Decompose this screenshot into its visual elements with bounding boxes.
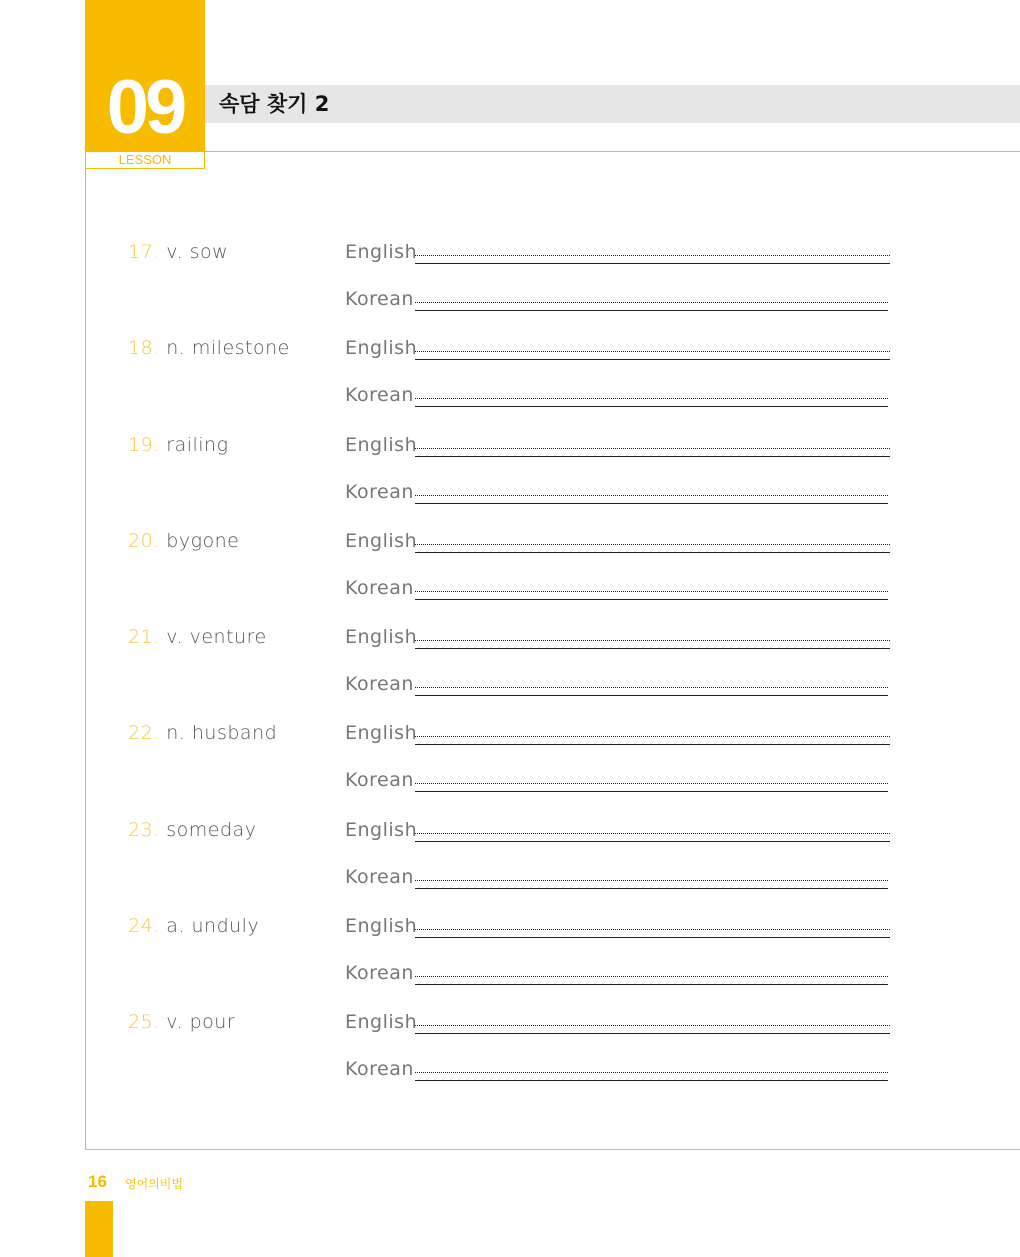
vocab-number: 18. [128,337,160,359]
english-answer-row [345,433,890,457]
vocab-word: n. milestone [166,337,290,359]
korean-label: Korean [345,288,414,310]
english-answer-line[interactable] [415,929,890,938]
english-label: English [345,722,418,744]
korean-label: Korean [345,866,414,888]
vocab-term [128,433,229,457]
korean-answer-row [345,768,888,792]
english-answer-row [345,914,890,938]
english-label: English [345,915,418,937]
english-answer-row [345,240,890,264]
korean-answer-line[interactable] [415,591,888,600]
footer-tab [85,1201,113,1257]
english-answer-row [345,625,890,649]
vocab-word: railing [166,434,229,456]
english-answer-line[interactable] [415,351,890,360]
korean-label: Korean [345,769,414,791]
korean-answer-line[interactable] [415,1072,888,1081]
vocab-number: 24. [128,915,160,937]
english-label: English [345,819,418,841]
lesson-number: 09 [106,65,184,150]
vocab-word: someday [166,819,257,841]
korean-answer-line[interactable] [415,398,888,407]
english-answer-line[interactable] [415,736,890,745]
korean-answer-line[interactable] [415,783,888,792]
english-answer-row [345,1010,890,1034]
english-label: English [345,626,418,648]
vocab-number: 25. [128,1011,160,1033]
english-answer-row [345,529,890,553]
korean-answer-row [345,287,888,311]
vocab-number: 19. [128,434,160,456]
korean-answer-row [345,1057,888,1081]
vocab-number: 22. [128,722,160,744]
english-answer-line[interactable] [415,255,890,264]
korean-answer-line[interactable] [415,687,888,696]
english-answer-row [345,721,890,745]
korean-answer-row [345,672,888,696]
english-label: English [345,434,418,456]
vocab-entry [0,914,1020,1010]
english-label: English [345,241,418,263]
korean-label: Korean [345,577,414,599]
english-label: English [345,1011,418,1033]
english-answer-line[interactable] [415,448,890,457]
korean-answer-line[interactable] [415,302,888,311]
page-number: 16 [88,1172,107,1191]
vocab-term [128,625,267,649]
vocab-term [128,336,290,360]
korean-answer-line[interactable] [415,880,888,889]
vocab-word: a. unduly [166,915,260,937]
english-answer-row [345,336,890,360]
korean-label: Korean [345,1058,414,1080]
korean-answer-row [345,865,888,889]
english-answer-line[interactable] [415,544,890,553]
korean-label: Korean [345,481,414,503]
vocab-word: v. pour [166,1011,236,1033]
korean-answer-row [345,480,888,504]
vocab-number: 17. [128,241,160,263]
english-answer-line[interactable] [415,833,890,842]
vocab-entry [0,529,1020,625]
korean-answer-line[interactable] [415,976,888,985]
page-title: 속담 찾기 2 [219,92,330,116]
vocab-word: v. venture [166,626,267,648]
vocab-number: 21. [128,626,160,648]
vocab-entry [0,818,1020,914]
vocab-number: 20. [128,530,160,552]
korean-answer-row [345,383,888,407]
english-answer-line[interactable] [415,640,890,649]
korean-answer-row [345,961,888,985]
vocab-entry [0,625,1020,721]
korean-answer-line[interactable] [415,495,888,504]
english-answer-row [345,818,890,842]
book-title: 영어의비법 [125,1177,183,1191]
vocab-term [128,721,277,745]
english-answer-line[interactable] [415,1025,890,1034]
vocab-entry [0,1010,1020,1106]
vocab-term [128,914,259,938]
lesson-label: LESSON [118,152,172,167]
korean-label: Korean [345,673,414,695]
vocab-term [128,529,239,553]
vocab-entry [0,721,1020,817]
korean-label: Korean [345,384,414,406]
vocab-word: n. husband [166,722,278,744]
vocab-entry [0,336,1020,432]
korean-answer-row [345,576,888,600]
vocab-term [128,1010,235,1034]
vocab-word: bygone [166,530,240,552]
english-label: English [345,337,418,359]
korean-label: Korean [345,962,414,984]
vocab-entry [0,433,1020,529]
english-label: English [345,530,418,552]
vocab-word: v. sow [166,241,229,263]
vocab-term [128,240,228,264]
vocab-entry [0,240,1020,336]
vocab-number: 23. [128,819,160,841]
vocab-term [128,818,256,842]
